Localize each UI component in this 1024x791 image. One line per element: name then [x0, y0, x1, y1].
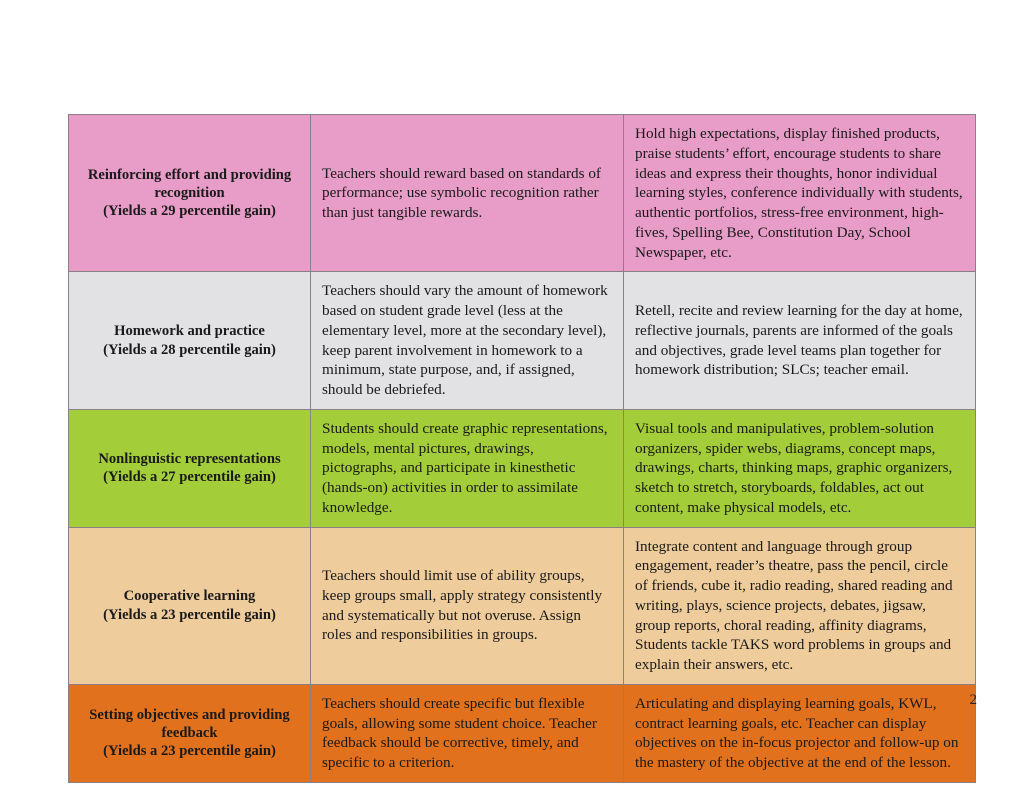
instructional-strategies-table — [68, 114, 976, 783]
examples-text: Visual tools and manipulatives, problem-solution organizers, spider webs, diagrams, concept maps, drawings, charts, thinking maps, graphic organizers, sketch to stretch, storyboards, foldables, act out content, make physical models, etc. — [635, 419, 953, 516]
strategy-title: Setting objectives and providing feedback — [89, 706, 290, 742]
cell-strategy — [69, 115, 311, 272]
table-body — [69, 115, 976, 783]
strategy-title: Cooperative learning — [123, 588, 256, 605]
examples-text: Articulating and displaying learning goals, KWL, contract learning goals, etc. Teacher can display objectives on the in-focus projector and follow-up on the mastery of the objective at the end of the lesson. — [635, 694, 959, 771]
strategy-gain: (Yields a 28 percentile gain) — [103, 341, 276, 358]
cell-examples — [624, 115, 976, 272]
cell-teacher-action — [311, 409, 624, 527]
teacher-action-text: Teachers should reward based on standards of performance; use symbolic recognition rather than just tangible rewards. — [322, 164, 601, 221]
strategy-title: Homework and practice — [114, 323, 265, 340]
strategy-gain: (Yields a 27 percentile gain) — [103, 469, 276, 486]
strategy-gain: (Yields a 29 percentile gain) — [103, 203, 276, 220]
teacher-action-text: Teachers should limit use of ability groups, keep groups small, apply strategy consistently and systematically but not overuse. Assign roles and responsibilities in groups. — [322, 567, 603, 644]
cell-teacher-action — [311, 272, 624, 410]
strategy-title: Nonlinguistic representations — [98, 450, 281, 467]
examples-text: Hold high expectations, display finished products, praise students’ effort, encourage students to share ideas and express their thoughts, honor individual learning styles, conference individually with students, authentic portfolios, stress-free environment, high-fives, Spelling Bee, Constitution Day, School Newspaper, etc. — [635, 125, 963, 261]
cell-strategy — [69, 684, 311, 782]
teacher-action-text: Teachers should vary the amount of homework based on student grade level (less at the elementary level, more at the secondary level), keep parent involvement in homework to a minimum, state purpose, and, if assigned, should be debriefed. — [322, 282, 608, 398]
examples-text: Integrate content and language through group engagement, reader’s theatre, pass the pencil, circle of friends, cube it, radio reading, shared reading and writing, plays, science projects, debates, jigsaw, group reports, choral reading, affinity diagrams, Students tackle TAKS word problems in groups and explain their answers, etc. — [635, 537, 953, 673]
table-row — [69, 409, 976, 527]
table-row — [69, 272, 976, 410]
cell-teacher-action — [311, 527, 624, 684]
cell-strategy — [69, 272, 311, 410]
teacher-action-text: Students should create graphic representations, models, mental pictures, drawings, pictographs, and participate in kinesthetic (hands-on) activities in order to assimilate knowledge. — [322, 419, 608, 516]
cell-examples — [624, 684, 976, 782]
cell-examples — [624, 409, 976, 527]
page-number: 2 — [969, 692, 977, 708]
table-row — [69, 684, 976, 782]
teacher-action-text: Teachers should create specific but flexible goals, allowing some student choice. Teacher feedback should be corrective, timely, and specific to a criterion. — [322, 694, 597, 771]
table-row — [69, 115, 976, 272]
cell-strategy — [69, 527, 311, 684]
cell-examples — [624, 272, 976, 410]
strategy-title: Reinforcing effort and providing recognition — [87, 166, 292, 201]
examples-text: Retell, recite and review learning for the day at home, reflective journals, parents are informed of the goals and objectives, grade level teams plan together for homework distribution; SLCs; teacher email. — [635, 302, 963, 379]
strategy-gain: (Yields a 23 percentile gain) — [103, 606, 276, 623]
cell-teacher-action — [311, 115, 624, 272]
cell-examples — [624, 527, 976, 684]
cell-teacher-action — [311, 684, 624, 782]
cell-strategy — [69, 409, 311, 527]
table-row — [69, 527, 976, 684]
strategy-gain: (Yields a 23 percentile gain) — [103, 743, 276, 760]
